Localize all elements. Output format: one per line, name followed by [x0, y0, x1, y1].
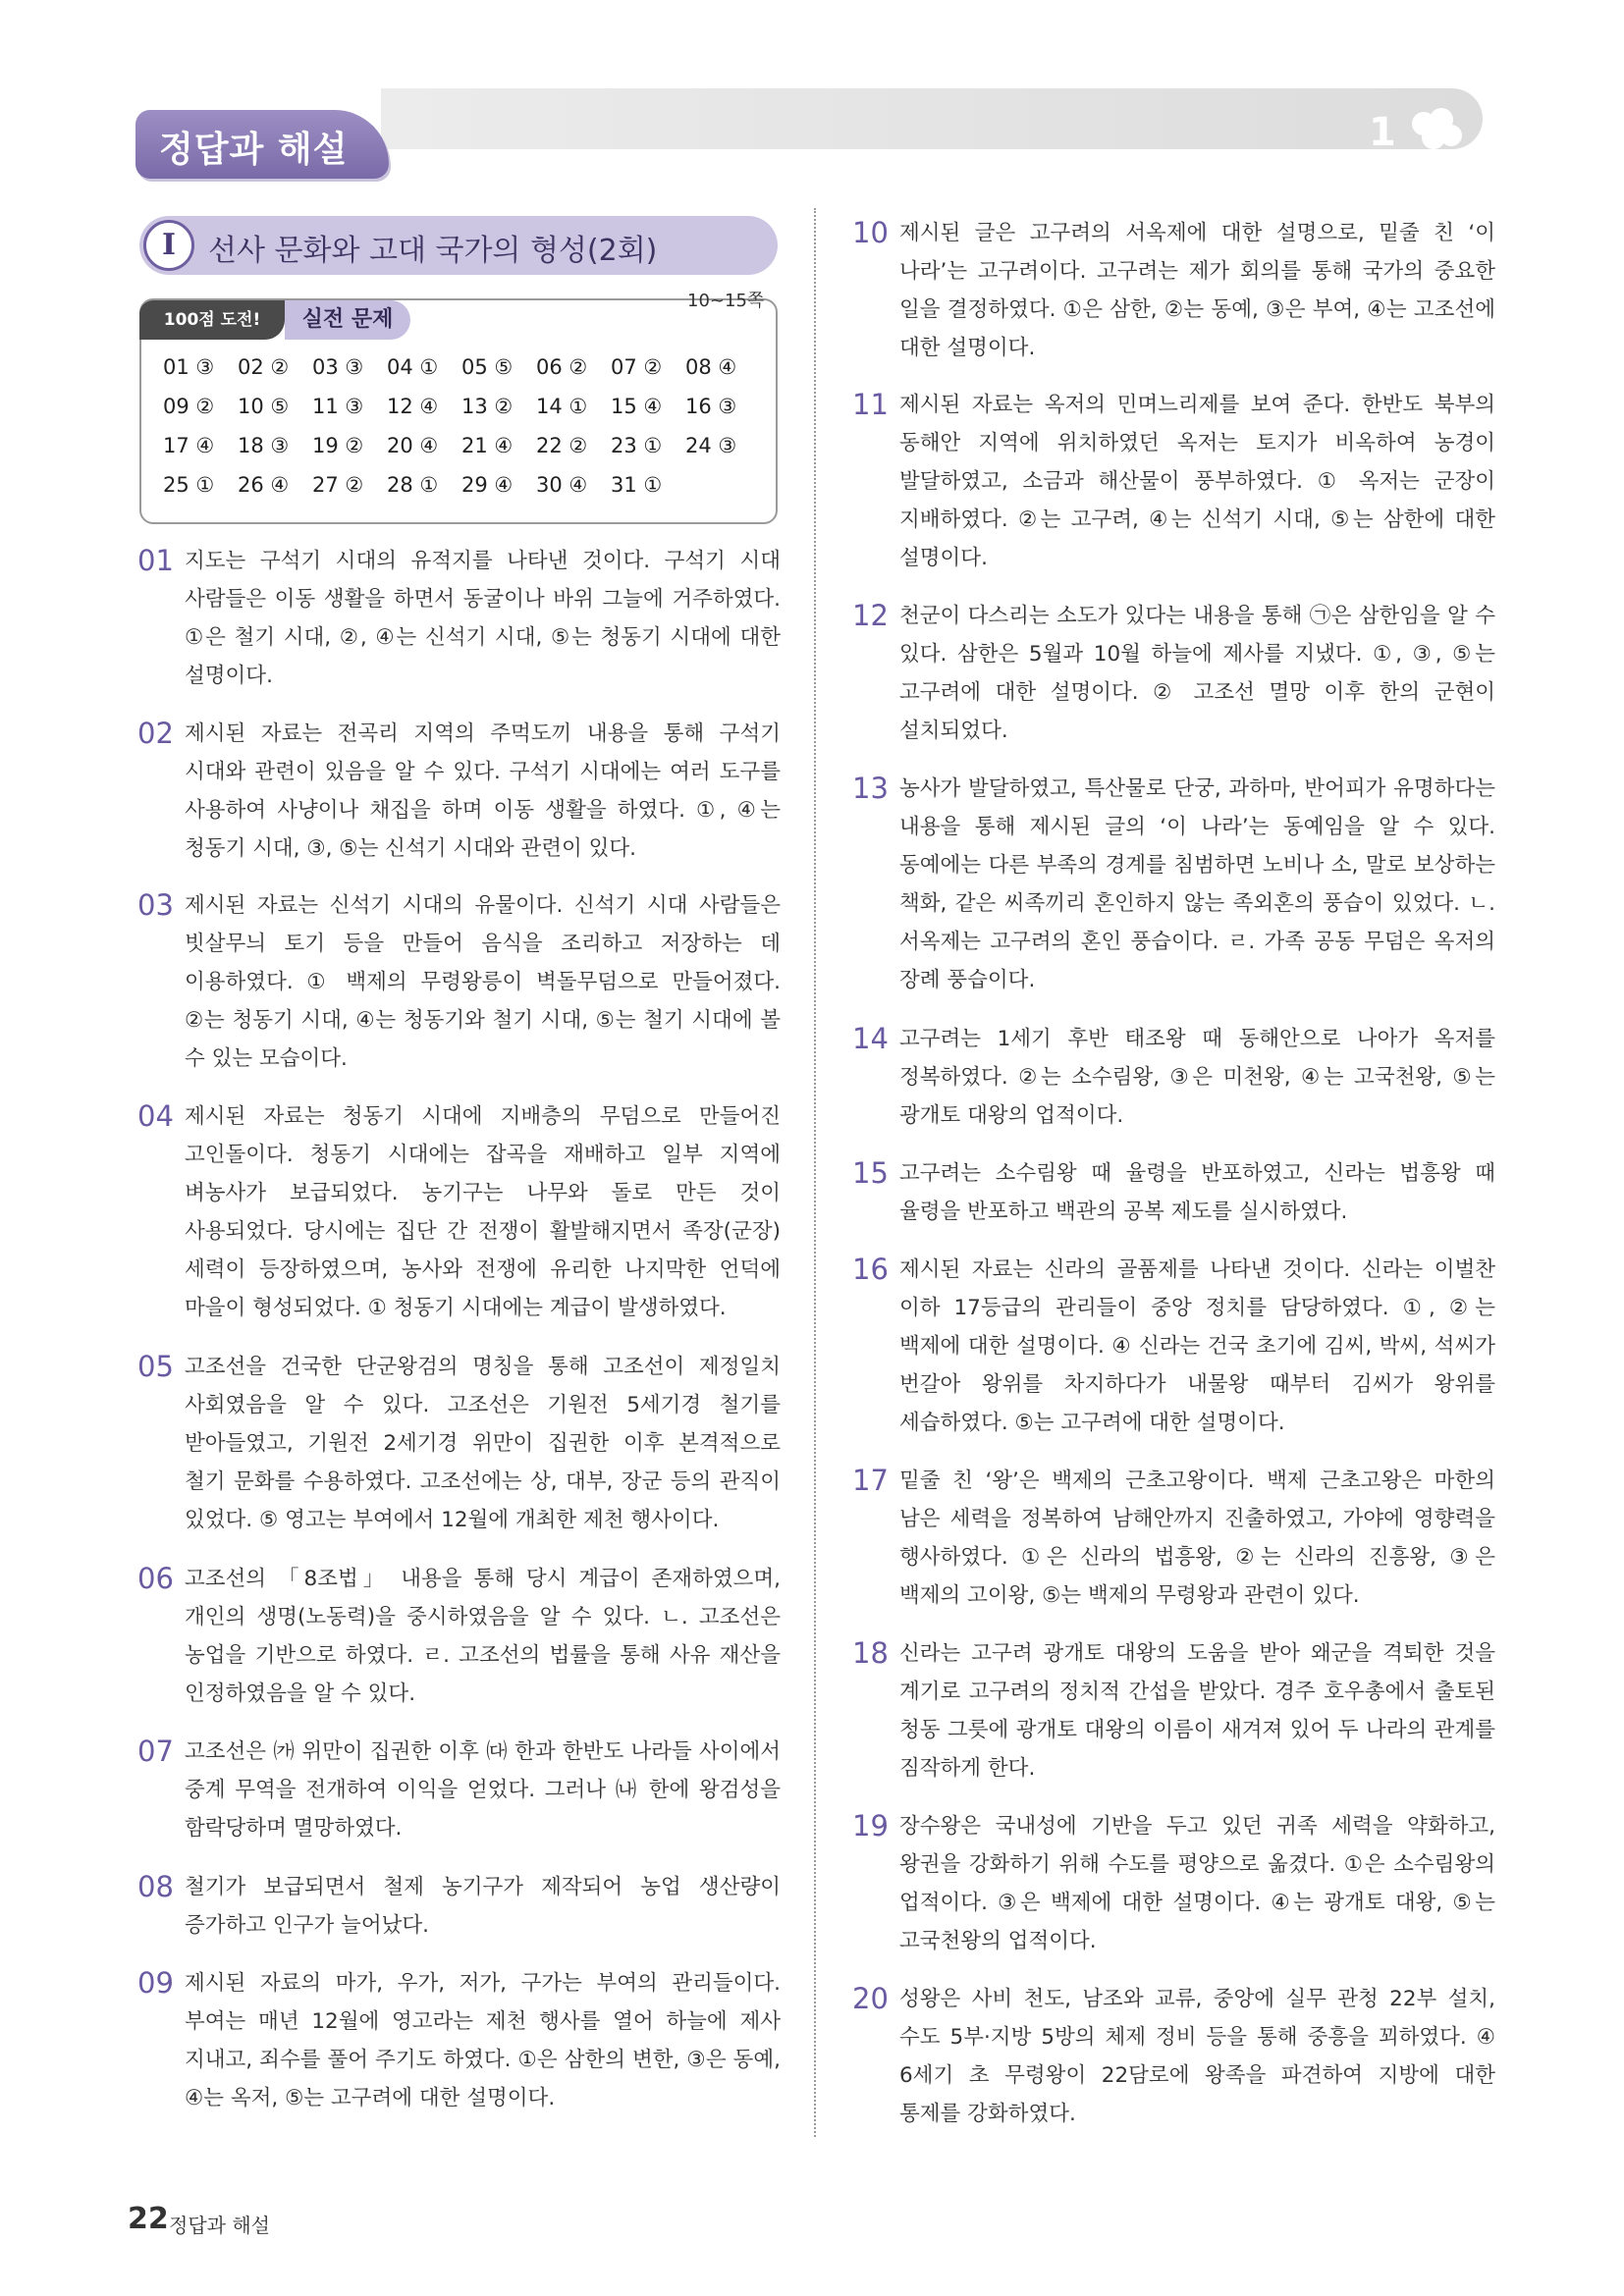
question-number: 06	[137, 1562, 174, 1595]
explanation-text: 제시된 자료는 옥저의 민며느리제를 보여 준다. 한반도 북부의 동해안 지역에 위치하였던 옥저는 토지가 비옥하여 농경이 발달하였고, 소금과 해산물이 풍부하였다. ① 옥저는 군장이 지배하였다. ②는 고구려, ④는 신석기 시대, ⑤는 삼한에 대한 설명이다.	[899, 393, 1495, 570]
answer-item: 24 ③	[685, 434, 737, 457]
answer-item: 10 ⑤	[238, 395, 290, 418]
question-number: 20	[852, 1982, 889, 2015]
explanation-text: 고조선은 ㈎ 위만이 집권한 이후 ㈐ 한과 한반도 나라들 사이에서 중계 무역을 전개하여 이익을 얻었다. 그러나 ㈏ 한에 왕검성을 함락당하며 멸망하였다.	[185, 1739, 781, 1841]
explanation-text: 지도는 구석기 시대의 유적지를 나타낸 것이다. 구석기 시대 사람들은 이동 생활을 하면서 동굴이나 바위 그늘에 거주하였다. ①은 철기 시대, ②, ④는 신석기 시대, ⑤는 청동기 시대에 대한 설명이다.	[185, 549, 781, 688]
answer-item: 09 ②	[163, 395, 215, 418]
explanation-text: 농사가 발달하였고, 특산물로 단궁, 과하마, 반어피가 유명하다는 내용을 통해 제시된 글의 ‘이 나라’는 동예임을 알 수 있다. 동예에는 다른 부족의 경계를 침범하면 노비나 소, 말로 보상하는 책화, 같은 씨족끼리 혼인하지 않는 족외혼의 풍습이 있었다. ㄴ. 서옥제는 고구려의 혼인 풍습이다. ㄹ. 가족 공동 무덤은 옥저의 장례 풍습이다.	[899, 776, 1495, 992]
question-number: 19	[852, 1809, 889, 1842]
explanation-text: 천군이 다스리는 소도가 있다는 내용을 통해 ㉠은 삼한임을 알 수 있다. 삼한은 5월과 10월 하늘에 제사를 지냈다. ①, ③, ⑤는 고구려에 대한 설명이다. ② 고조선 멸망 이후 한의 군현이 설치되었다.	[899, 604, 1495, 743]
page-number: 22	[128, 2202, 169, 2236]
explanation-text: 고구려는 1세기 후반 태조왕 때 동해안으로 나아가 옥저를 정복하였다. ②는 소수림왕, ③은 미천왕, ④는 고국천왕, ⑤는 광개토 대왕의 업적이다.	[899, 1027, 1496, 1128]
practice-label: 실전 문제	[285, 300, 410, 340]
question-number: 02	[137, 717, 174, 750]
question-number: 03	[137, 888, 174, 922]
explanation-text: 고조선의 「8조법」 내용을 통해 당시 계급이 존재하였으며, 개인의 생명(노동력)을 중시하였음을 알 수 있다. ㄴ. 고조선은 농업을 기반으로 하였다. ㄹ. 고조선의 법률을 통해 사유 재산을 인정하였음을 알 수 있다.	[185, 1567, 781, 1706]
answer-item: 30 ④	[536, 473, 588, 497]
section-roman-badge: I	[143, 220, 194, 271]
question-number: 16	[852, 1253, 889, 1286]
explanation-text: 신라는 고구려 광개토 대왕의 도움을 받아 왜군을 격퇴한 것을 계기로 고구려의 정치적 간섭을 받았다. 경주 호우총에서 출토된 청동 그릇에 광개토 대왕의 이름이 새겨져 있어 두 나라의 관계를 짐작하게 한다.	[899, 1641, 1495, 1781]
question-number: 18	[852, 1636, 889, 1670]
question-number: 17	[852, 1464, 889, 1497]
answer-item: 08 ④	[685, 355, 737, 379]
answer-item: 25 ①	[163, 473, 215, 497]
question-number: 09	[137, 1966, 174, 2000]
question-number: 10	[852, 216, 889, 249]
question-number: 01	[137, 544, 174, 577]
answer-item: 16 ③	[685, 395, 737, 418]
answer-item: 13 ②	[461, 395, 514, 418]
answer-item: 14 ①	[536, 395, 588, 418]
header-bar	[381, 88, 1483, 149]
answer-item: 05 ⑤	[461, 355, 514, 379]
explanation-text: 장수왕은 국내성에 기반을 두고 있던 귀족 세력을 약화하고, 왕권을 강화하기 위해 수도를 평양으로 옮겼다. ①은 소수림왕의 업적이다. ③은 백제에 대한 설명이다. ④는 광개토 대왕, ⑤는 고국천왕의 업적이다.	[899, 1814, 1495, 1953]
answer-item: 19 ②	[312, 434, 364, 457]
answer-item: 29 ④	[461, 473, 514, 497]
answer-item: 23 ①	[611, 434, 663, 457]
answer-item: 07 ②	[611, 355, 663, 379]
answer-grid	[163, 353, 762, 499]
answer-item: 11 ③	[312, 395, 364, 418]
question-number: 13	[852, 772, 889, 805]
answer-item: 18 ③	[238, 434, 290, 457]
question-number: 12	[852, 599, 889, 632]
question-number: 04	[137, 1099, 174, 1133]
answer-item: 20 ④	[387, 434, 439, 457]
answer-item: 21 ④	[461, 434, 514, 457]
answer-item: 01 ③	[163, 355, 215, 379]
explanation-text: 제시된 글은 고구려의 서옥제에 대한 설명으로, 밑줄 친 ‘이 나라’는 고구려이다. 고구려는 제가 회의를 통해 국가의 중요한 일을 결정하였다. ①은 삼한, ②는 동예, ③은 부여, ④는 고조선에 대한 설명이다.	[899, 221, 1495, 360]
answer-item: 27 ②	[312, 473, 364, 497]
answer-item: 15 ④	[611, 395, 663, 418]
explanation-text: 성왕은 사비 천도, 남조와 교류, 중앙에 실무 관청 22부 설치, 수도 5부·지방 5방의 체제 정비 등을 통해 중흥을 꾀하였다. ④ 6세기 초 무령왕이 22담로에 왕족을 파견하여 지방에 대한 통제를 강화하였다.	[899, 1987, 1495, 2126]
explanation-text: 제시된 자료는 신석기 시대의 유물이다. 신석기 시대 사람들은 빗살무늬 토기 등을 만들어 음식을 조리하고 저장하는 데 이용하였다. ① 백제의 무령왕릉이 벽돌무덤으로 만들어졌다. ②는 청동기 시대, ④는 청동기와 철기 시대, ⑤는 철기 시대에 볼 수 있는 모습이다.	[185, 893, 781, 1071]
clover-icon	[1404, 106, 1469, 153]
chapter-number: 1	[1369, 110, 1396, 155]
answer-item: 22 ②	[536, 434, 588, 457]
page-title: 정답과 해설	[159, 130, 349, 170]
explanation-text: 제시된 자료는 전곡리 지역의 주먹도끼 내용을 통해 구석기 시대와 관련이 있음을 알 수 있다. 구석기 시대에는 여러 도구를 사용하여 사냥이나 채집을 하며 이동 생활을 하였다. ①, ④는 청동기 시대, ③, ⑤는 신석기 시대와 관련이 있다.	[185, 721, 781, 861]
answer-item: 31 ①	[611, 473, 663, 497]
answer-item: 06 ②	[536, 355, 588, 379]
answer-item: 02 ②	[238, 355, 290, 379]
answer-item: 26 ④	[238, 473, 290, 497]
explanation-text: 고구려는 소수림왕 때 율령을 반포하였고, 신라는 법흥왕 때 율령을 반포하고 백관의 공복 제도를 실시하였다.	[899, 1161, 1495, 1224]
challenge-tag: 100점 도전!	[139, 300, 285, 340]
explanation-text: 제시된 자료는 신라의 골품제를 나타낸 것이다. 신라는 이벌찬 이하 17등급의 관리들이 중앙 정치를 담당하였다. ①, ②는 백제에 대한 설명이다. ④ 신라는 건국 초기에 김씨, 박씨, 석씨가 번갈아 왕위를 차지하다가 내물왕 때부터 김씨가 왕위를 세습하였다. ⑤는 고구려에 대한 설명이다.	[899, 1257, 1495, 1435]
explanation-text: 철기가 보급되면서 철제 농기구가 제작되어 농업 생산량이 증가하고 인구가 늘어났다.	[185, 1875, 781, 1938]
explanation-text: 제시된 자료의 마가, 우가, 저가, 구가는 부여의 관리들이다. 부여는 매년 12월에 영고라는 제천 행사를 열어 하늘에 제사 지내고, 죄수를 풀어 주기도 하였다. ①은 삼한의 변한, ③은 동예, ④는 옥저, ⑤는 고구려에 대한 설명이다.	[185, 1971, 781, 2110]
page-range: 10~15쪽	[687, 291, 765, 311]
question-number: 11	[852, 388, 889, 421]
question-number: 07	[137, 1735, 174, 1768]
answer-item: 12 ④	[387, 395, 439, 418]
footer-label: 정답과 해설	[169, 2214, 270, 2237]
question-number: 15	[852, 1156, 889, 1190]
answer-item: 17 ④	[163, 434, 215, 457]
question-number: 08	[137, 1870, 174, 1903]
explanation-text: 밑줄 친 ‘왕’은 백제의 근초고왕이다. 백제 근초고왕은 마한의 남은 세력을 정복하여 남해안까지 진출하였고, 가야에 영향력을 행사하였다. ①은 신라의 법흥왕, ②는 신라의 진흥왕, ③은 백제의 고이왕, ⑤는 백제의 무령왕과 관련이 있다.	[899, 1468, 1495, 1608]
answer-item: 04 ①	[387, 355, 439, 379]
question-number: 05	[137, 1350, 174, 1383]
explanation-text: 제시된 자료는 청동기 시대에 지배층의 무덤으로 만들어진 고인돌이다. 청동기 시대에는 잡곡을 재배하고 일부 지역에 벼농사가 보급되었다. 농기구는 나무와 돌로 만든 것이 사용되었다. 당시에는 집단 간 전쟁이 활발해지면서 족장(군장) 세력이 등장하였으며, 농사와 전쟁에 유리한 나지막한 언덕에 마을이 형성되었다. ① 청동기 시대에는 계급이 발생하였다.	[185, 1104, 781, 1320]
answer-item: 03 ③	[312, 355, 364, 379]
column-divider	[814, 208, 816, 2137]
answer-item: 28 ①	[387, 473, 439, 497]
question-number: 14	[852, 1022, 889, 1055]
section-title: 선사 문화와 고대 국가의 형성(2회)	[208, 234, 658, 268]
explanation-text: 고조선을 건국한 단군왕검의 명칭을 통해 고조선이 제정일치 사회였음을 알 수 있다. 고조선은 기원전 5세기경 철기를 받아들였고, 기원전 2세기경 위만이 집권한 이후 본격적으로 철기 문화를 수용하였다. 고조선에는 상, 대부, 장군 등의 관직이 있었다. ⑤ 영고는 부여에서 12월에 개최한 제천 행사이다.	[185, 1355, 781, 1532]
